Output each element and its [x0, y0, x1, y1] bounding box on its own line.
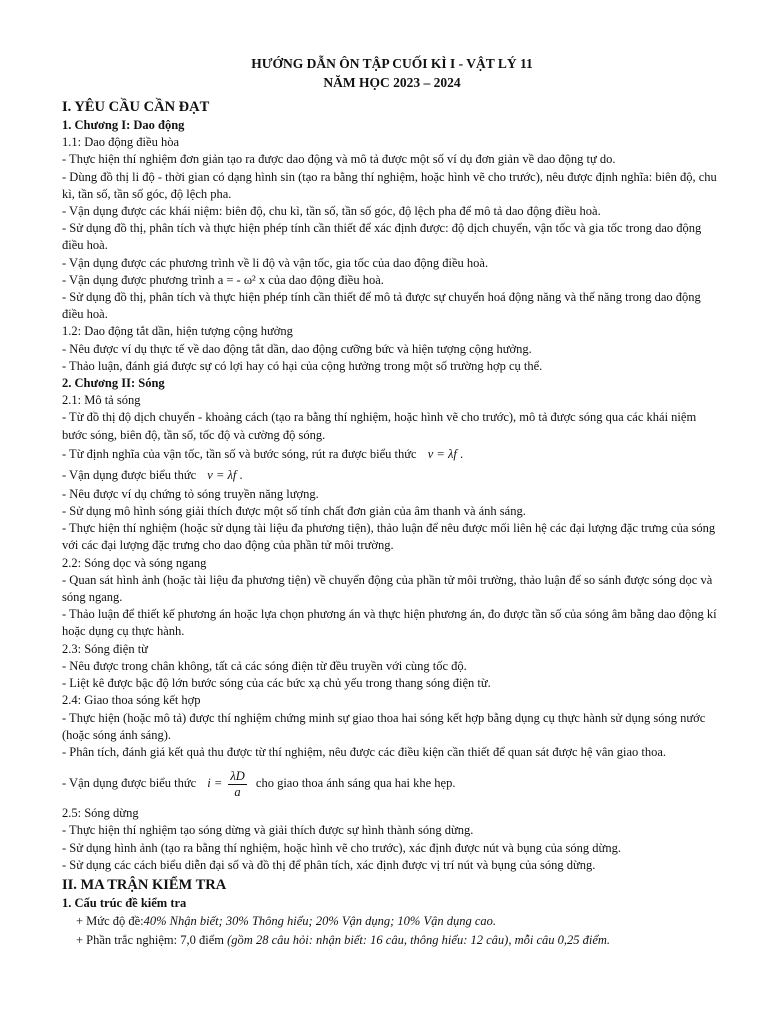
title-line-1: HƯỚNG DẪN ÔN TẬP CUỐI KÌ I - VẬT LÝ 11 — [251, 56, 533, 71]
section-heading-requirements: I. YÊU CẦU CẦN ĐẠT — [62, 99, 210, 115]
formula-end: . — [239, 467, 243, 482]
bullet-detail: 40% Nhận biết; 30% Thông hiểu; 20% Vận dụng; 10% Vận dụng cao. — [143, 914, 497, 929]
paragraph: - Nêu được ví dụ chứng tỏ sóng truyền năng lượng. — [62, 486, 319, 501]
subsection-1-1: 1.1: Dao động điều hòa — [62, 135, 179, 150]
bullet-label: + Phần trắc nghiệm: 7,0 điểm — [76, 933, 224, 948]
paragraph: - Vận dụng được phương trình a = - ω² x của dao động điều hoà. — [62, 272, 384, 287]
paragraph-interference-formula — [62, 761, 722, 805]
formula-lhs: i = — [207, 776, 223, 791]
paragraph: - Thực hiện thí nghiệm đơn giản tạo ra được dao động và mô tả được một số ví dụ đơn giản về dao động tự do. — [62, 152, 616, 167]
multiple-choice-bullet — [62, 931, 722, 950]
paragraph: - Dùng đồ thị li độ - thời gian có dạng hình sin (tạo ra bằng thí nghiệm, hoặc hình vẽ cho trước), nêu được định nghĩa: biên độ, chu kì, tần số, tần số góc, độ lệch pha. — [62, 169, 717, 201]
chapter-2-heading: 2. Chương II: Sóng — [62, 376, 165, 391]
difficulty-levels-bullet — [62, 912, 722, 931]
paragraph: - Liệt kê được bậc độ lớn bước sóng của các bức xạ chủ yếu trong thang sóng điện từ. — [62, 676, 491, 691]
subsection-2-2: 2.2: Sóng dọc và sóng ngang — [62, 555, 207, 570]
title-line-2: NĂM HỌC 2023 – 2024 — [323, 75, 461, 90]
paragraph: - Sử dụng mô hình sóng giải thích được một số tính chất đơn giản của âm thanh và ánh sáng. — [62, 504, 526, 519]
paragraph: - Sử dụng đồ thị, phân tích và thực hiện phép tính cần thiết để xác định được: độ dịch chuyển, vận tốc và gia tốc trong dao động điều hoà. — [62, 221, 702, 253]
paragraph: - Vận dụng được các khái niệm: biên độ, chu kì, tần số, tần số góc, độ lệch pha để mô tả dao động điều hoà. — [62, 204, 601, 219]
paragraph: - Từ đồ thị độ dịch chuyển - khoảng cách (tạo ra bằng thí nghiệm, hoặc hình vẽ cho trước), mô tả được sóng qua các khái niệm bước sóng, biên độ, tần số, tốc độ và cường độ sóng. — [62, 410, 697, 442]
formula-tail-text: cho giao thoa ánh sáng qua hai khe hẹp. — [255, 776, 456, 791]
subsection-2-4: 2.4: Giao thoa sóng kết hợp — [62, 693, 201, 708]
fraction-numerator: λD — [230, 768, 245, 783]
paragraph: - Phân tích, đánh giá kết quả thu được từ thí nghiệm, nêu được các điều kiện cần thiết để quan sát được hệ vân giao thoa. — [62, 744, 667, 759]
paragraph: - Thảo luận, đánh giá được sự có lợi hay có hại của cộng hưởng trong một số trường hợp cụ thể. — [62, 358, 543, 373]
paragraph: - Thảo luận để thiết kế phương án hoặc lựa chọn phương án và thực hiện phương án, đo được tần số của sóng âm bằng dao động kí hoặc dụng cụ thực hành. — [62, 607, 717, 639]
paragraph: - Vận dụng được các phương trình về li độ và vận tốc, gia tốc của dao động điều hoà. — [62, 255, 489, 270]
formula-v-lambda-f: v = λf — [207, 467, 237, 482]
document-page — [62, 54, 722, 950]
formula-lead-text: - Vận dụng được biểu thức — [62, 467, 197, 482]
subsection-2-3: 2.3: Sóng điện từ — [62, 641, 148, 656]
test-structure-heading: 1. Cấu trúc đề kiểm tra — [62, 895, 187, 910]
paragraph: - Sử dụng đồ thị, phân tích và thực hiện phép tính cần thiết để mô tả được sự chuyển hoá động năng và thế năng trong dao động điều hoà. — [62, 290, 701, 322]
paragraph: - Nêu được trong chân không, tất cả các sóng điện từ đều truyền với cùng tốc độ. — [62, 658, 467, 673]
subsection-1-2: 1.2: Dao động tắt dần, hiện tượng cộng hưởng — [62, 324, 293, 339]
paragraph-with-formula — [62, 465, 722, 486]
subsection-2-1: 2.1: Mô tả sóng — [62, 393, 141, 408]
document-title — [62, 54, 722, 92]
section-heading-test-matrix: II. MA TRẬN KIỂM TRA — [62, 876, 227, 893]
formula-end: . — [459, 446, 464, 461]
fraction-lambda-d-over-a — [228, 769, 246, 800]
paragraph: - Sử dụng hình ảnh (tạo ra bằng thí nghiệm, hoặc hình vẽ cho trước), xác định được nút và bụng của sóng dừng. — [62, 840, 621, 855]
chapter-1-heading: 1. Chương I: Dao động — [62, 118, 185, 132]
bullet-detail: (gồm 28 câu hỏi: nhận biết: 16 câu, thông hiểu: 12 câu), mỗi câu 0,25 điểm. — [224, 933, 611, 948]
paragraph-with-formula — [62, 444, 722, 465]
paragraph: - Nêu được ví dụ thực tế về dao động tắt dần, dao động cưỡng bức và hiện tượng cộng hưởng. — [62, 341, 532, 356]
paragraph: - Quan sát hình ảnh (hoặc tài liệu đa phương tiện) về chuyển động của phần tử môi trường, thảo luận để so sánh được sóng dọc và sóng ngang. — [62, 572, 713, 605]
bullet-label: + Mức độ đề: — [76, 914, 144, 929]
formula-v-lambda-f: v = λf — [427, 446, 457, 461]
subsection-2-5: 2.5: Sóng dừng — [62, 806, 139, 821]
paragraph: - Sử dụng các cách biểu diễn đại số và đồ thị để phân tích, xác định được vị trí nút và bụng của sóng dừng. — [62, 857, 596, 872]
paragraph: - Thực hiện (hoặc mô tả) được thí nghiệm chứng minh sự giao thoa hai sóng kết hợp bằng dụng cụ thực hành sử dụng sóng nước (hoặc sóng ánh sáng). — [62, 710, 706, 742]
paragraph: - Thực hiện thí nghiệm (hoặc sử dụng tài liệu đa phương tiện), thảo luận để nêu được mối liên hệ các đại lượng đặc trưng của sóng với các đại lượng đặc trưng cho dao động của phần tử môi trường. — [62, 521, 716, 553]
paragraph: - Thực hiện thí nghiệm tạo sóng dừng và giải thích được sự hình thành sóng dừng. — [62, 823, 474, 838]
formula-lead-text: - Vận dụng được biểu thức — [62, 776, 197, 791]
formula-lead-text: - Từ định nghĩa của vận tốc, tần số và bước sóng, rút ra được biểu thức — [62, 446, 417, 461]
fraction-denominator: a — [234, 784, 241, 799]
